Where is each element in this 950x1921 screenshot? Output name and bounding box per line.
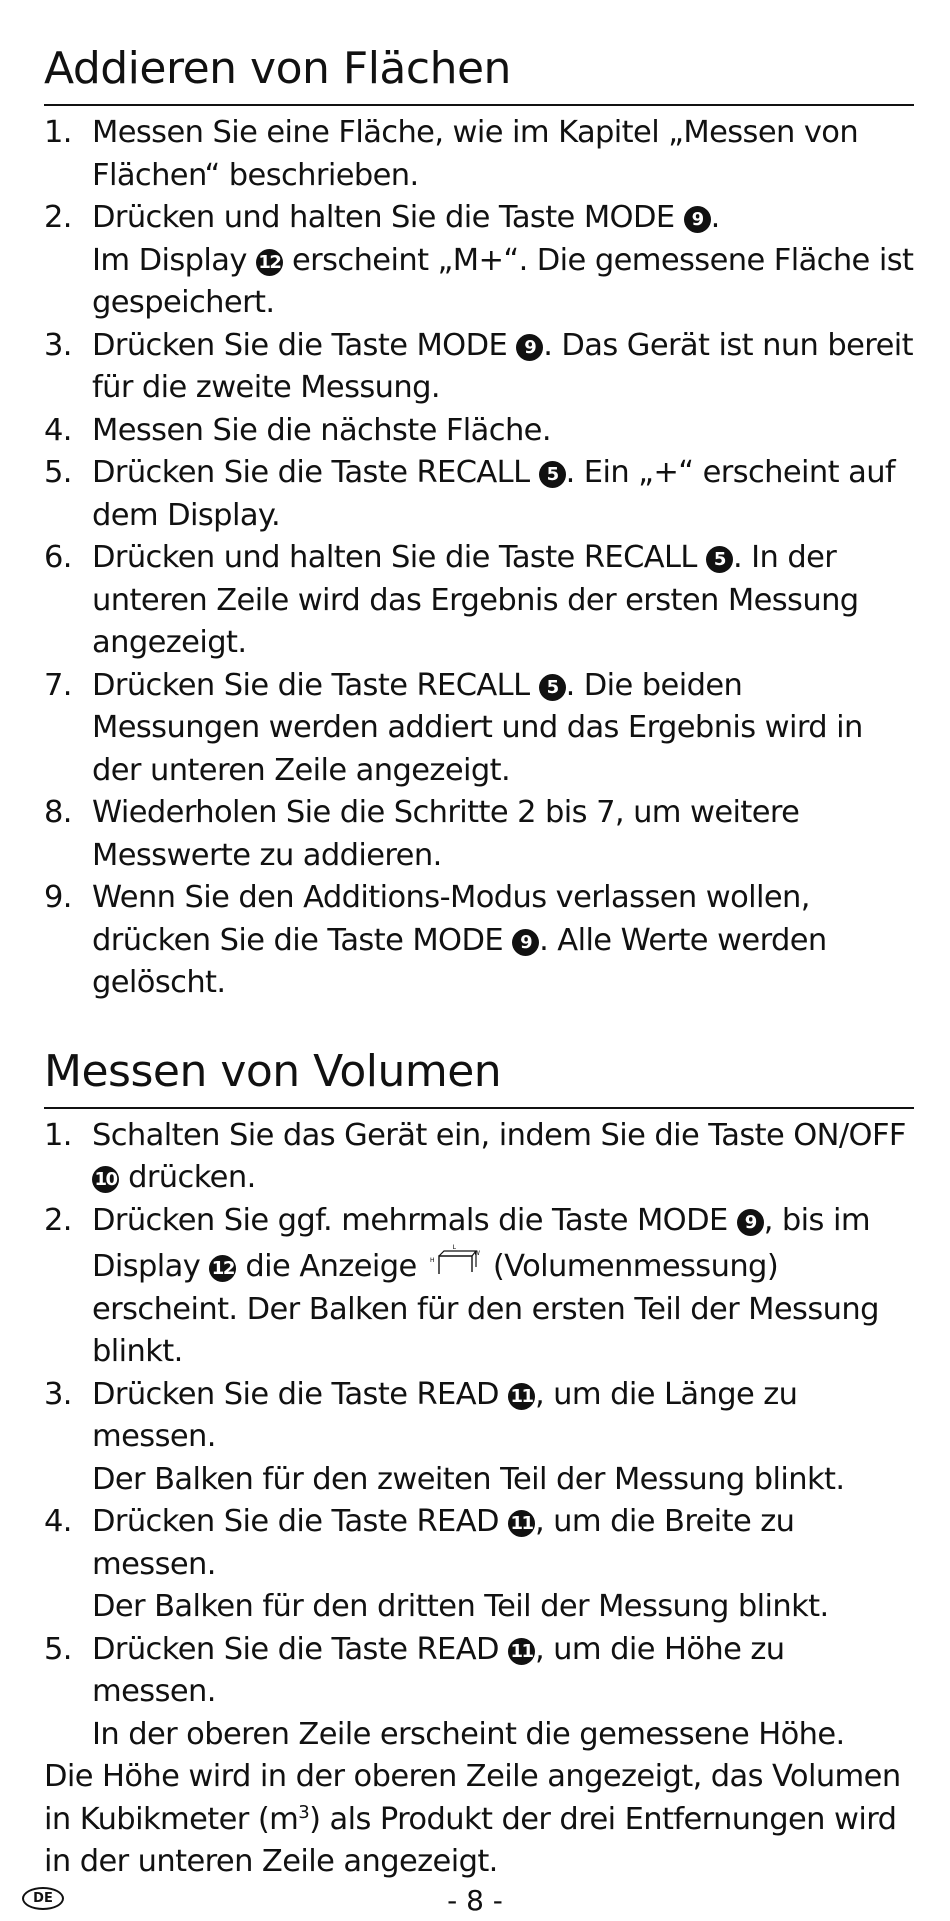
- superscript-3: 3: [298, 1801, 310, 1823]
- key-number-badge: 5: [706, 546, 733, 573]
- step-number: 3.: [44, 1376, 72, 1412]
- list-item: [44, 665, 914, 793]
- list-item: [44, 1501, 914, 1629]
- list-item: [44, 1115, 914, 1200]
- list-item: [44, 1374, 914, 1502]
- volume-mode-icon: [430, 1242, 480, 1276]
- step-text: Drücken und halten Sie die Taste RECALL 5 . In der unteren Zeile wird das Ergebnis der ersten Messung angezeigt.: [92, 540, 859, 660]
- step-text: Messen Sie die nächste Fläche.: [92, 412, 551, 448]
- step-number: 8.: [44, 795, 72, 830]
- key-number-badge: 9: [684, 206, 711, 233]
- list-item: [44, 112, 914, 197]
- list-item: [44, 410, 914, 453]
- step-text: Drücken Sie die Taste READ 11, um die Höhe zu messen. In der oberen Zeile erscheint die gemessene Höhe.: [92, 1631, 845, 1752]
- step-text: Drücken Sie die Taste READ 11, um die Länge zu messen. Der Balken für den zweiten Teil der Messung blinkt.: [92, 1376, 845, 1497]
- step-text: Drücken und halten Sie die Taste MODE 9 . Im Display 12 erscheint „M+“. Die gemessene Fläche ist gespeichert.: [92, 200, 914, 320]
- svg-text:H: H: [429, 1257, 434, 1264]
- step-text: Messen Sie eine Fläche, wie im Kapitel „Messen von Flächen“ beschrieben.: [92, 115, 859, 193]
- step-number: 9.: [44, 880, 72, 915]
- step-text: Drücken Sie ggf. mehrmals die Taste MODE 9 , bis im Display 12 die Anzeige L W H (Volumenmessung) erscheint. Der Balken für den ersten Teil der Messung blinkt.: [92, 1202, 879, 1369]
- key-number-badge: 12: [256, 249, 283, 276]
- steps-list-addieren: [44, 112, 914, 1005]
- list-item: [44, 325, 914, 410]
- step-text: Drücken Sie die Taste READ 11, um die Breite zu messen. Der Balken für den dritten Teil der Messung blinkt.: [92, 1504, 829, 1624]
- list-item: [44, 877, 914, 1005]
- list-item: [44, 792, 914, 877]
- key-number-badge: 9: [516, 334, 543, 361]
- step-number: 4.: [44, 1504, 72, 1539]
- key-number-badge: 11: [508, 1383, 535, 1410]
- step-number: 6.: [44, 540, 72, 575]
- section-title-addieren: Addieren von Flächen: [44, 40, 914, 106]
- list-item: [44, 537, 914, 665]
- step-text: Drücken Sie die Taste RECALL 5 . Die beiden Messungen werden addiert und das Ergebnis wird in der unteren Zeile angezeigt.: [92, 667, 863, 788]
- step-number: 3.: [44, 327, 72, 363]
- step-number: 4.: [44, 412, 72, 448]
- step-number: 7.: [44, 667, 72, 703]
- document-page: [44, 40, 914, 1884]
- step-number: 5.: [44, 1631, 72, 1667]
- list-item: [44, 1200, 914, 1374]
- key-number-badge: 9: [512, 929, 539, 956]
- key-number-badge: 9: [737, 1209, 764, 1236]
- step-text: Drücken Sie die Taste MODE 9 . Das Gerät ist nun bereit für die zweite Messung.: [92, 327, 913, 405]
- key-number-badge: 11: [508, 1510, 535, 1537]
- section-title-volumen: Messen von Volumen: [44, 1043, 914, 1109]
- section-volumen: [44, 1043, 914, 1884]
- list-item: [44, 1629, 914, 1757]
- key-number-badge: 5: [539, 461, 566, 488]
- list-item: [44, 452, 914, 537]
- step-number: 1.: [44, 115, 72, 150]
- page-number: - 8 -: [447, 1884, 503, 1917]
- key-number-badge: 12: [209, 1255, 236, 1282]
- volume-note: Die Höhe wird in der oberen Zeile angezeigt, das Volumen in Kubikmeter $(m^3)$ als Produkt der drei Entfernungen wird in der unteren Zeile angezeigt.: [44, 1759, 901, 1879]
- step-text: Wiederholen Sie die Schritte 2 bis 7, um weitere Messwerte zu addieren.: [92, 795, 800, 873]
- language-badge: DE: [22, 1887, 64, 1910]
- list-item: [44, 197, 914, 325]
- step-text: Schalten Sie das Gerät ein, indem Sie die Taste ON/OFF 10 drücken.: [92, 1117, 906, 1195]
- key-number-badge: 11: [508, 1638, 535, 1665]
- steps-list-volumen: [44, 1115, 914, 1757]
- key-number-badge: 5: [539, 674, 566, 701]
- step-number: 2.: [44, 200, 72, 235]
- svg-text:W: W: [473, 1250, 480, 1257]
- svg-text:L: L: [452, 1244, 456, 1251]
- key-number-badge: 10: [92, 1166, 119, 1193]
- step-number: 2.: [44, 1202, 72, 1238]
- step-text: Drücken Sie die Taste RECALL 5 . Ein „+“ erscheint auf dem Display.: [92, 455, 896, 533]
- step-number: 5.: [44, 455, 72, 490]
- step-number: 1.: [44, 1117, 72, 1153]
- step-text: Wenn Sie den Additions-Modus verlassen wollen, drücken Sie die Taste MODE 9 . Alle Werte werden gelöscht.: [92, 880, 827, 1000]
